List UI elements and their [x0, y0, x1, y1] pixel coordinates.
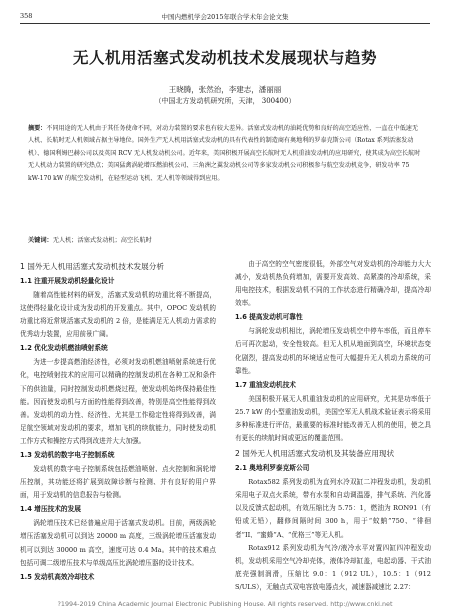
- subsection-heading: 1.4 增压技术的发展: [20, 505, 81, 514]
- section-heading: 2 国外无人机用活塞式发动机及其装备应用现状: [235, 449, 395, 459]
- subsection-heading: 1.3 发动机的数字电子控制系统: [20, 451, 115, 460]
- abstract: [28, 123, 422, 185]
- paragraph: Rotax912 系列发动机为气冷/液冷水平对置四缸四冲程发动机，发动机采用空气冷却壳体，液体冷却缸盖，电起动器、干式油底壳强制润滑，压缩比 9.0：1（912 UL），10.5：1（912 S/ULS），无触点式双电容放电器点火，减速器减速比 2.27：: [235, 543, 431, 591]
- paragraph: 由于高空的空气密度很低，外部空气对发动机的冷却能力大大减小，发动机热负荷增加，需要开发高效、高紧凑的冷却系统，采用电控技术，根据发动机不同的工作状态进行精确冷却，提高冷却效率。: [235, 260, 431, 308]
- subsection-heading: 1.2 优化发动机燃油喷射系统: [20, 344, 108, 353]
- paragraph: 与涡轮发动机相比，涡轮增压发动机空中停车率低，而且停车后可再次起动，安全性较高。但无人机从地面到高空，环境状态变化剧烈，提高发动机的环境适应性可大幅提升无人机动力系统的可靠性。: [235, 327, 431, 375]
- authors: 王晓腾，张然治，李建志，潘丽丽: [168, 85, 282, 94]
- paragraph: 为进一步提高燃油经济性，必须对发动机燃油喷射系统进行优化，电控喷射技术的应用可以精确的控制发动机在各种工况和条件下的供油量，同时控制发动机燃烧过程，使发动机始终保持最佳性能。因而使发动机与方面的性能得到改善，特别是高空性能得到改善。发动机的动力性、经济性、尤其是工作稳定性将得到改善，满足航空领域对发动机的要求，增加飞机的续航能力，同时使发动机工作方式和操控方式得到改进并大大加强。: [20, 358, 216, 445]
- subsection-heading: 1.7 重油发动机技术: [235, 380, 296, 389]
- paragraph: Rotax582 系列发动机为直列水冷双缸二冲程发动机，发动机采用电子双点火系统，带有水泵和自动调温器，排气系统、汽化器以及反馈式起动机，有效压缩比为 5.75：1，燃油为 RON91（有铅或无铅），翻修间隔时间 300 h，用于“蚊蚋”750、“徘徊者”II、“蜜蜂”A、“优格三”等无人机。: [235, 478, 431, 539]
- keywords-label: 关键词：: [28, 237, 53, 244]
- keywords: [28, 235, 422, 244]
- paragraph: 随着高性能材料的研发，活塞式发动机的功重比将不断提高，这使得轻量化设计成为发动机的开发重点。其中，OPOC 发动机的功重比将近常规活塞式发动机的 2 倍，是能满足无人机动力需求的优秀动力装置，应用前景广阔。: [20, 291, 216, 339]
- paragraph: 发动机的数字电子控制系统包括燃油喷射、点火控制和涡轮增压控制，其功能还将扩展到故障诊断与检测、并有良好的用户界面，用于发动机的信息报告与检测。: [20, 465, 216, 500]
- subsection-heading: 1.6 提高发动机可靠性: [235, 313, 303, 322]
- paper-title: 无人机用活塞式发动机技术发展现状与趋势: [72, 49, 377, 67]
- paragraph: 美国积极开展无人机重油发动机的应用研究，尤其是功率低于 25.7 kW 的小型重油发动机，美国空军无人机战术验证表示将采用多种标准进行评估，最重要的标准时能改善无人机的使用，使之具有更长的续航时间或更远的覆盖范围。: [235, 394, 431, 443]
- abstract-label: 摘要：: [28, 125, 47, 132]
- keywords-text: 无人机；活塞式发动机；高空长航时: [52, 237, 152, 244]
- page-header: [20, 12, 430, 24]
- subsection-heading: 1.1 注重开展发动机轻量化设计: [20, 277, 115, 285]
- header-rule: [20, 23, 430, 24]
- page-number: 358: [20, 12, 33, 20]
- section-heading: 1 国外无人机用活塞式发动机技术发展分析: [20, 262, 164, 271]
- paragraph: 涡轮增压技术已经普遍应用于活塞式发动机。目前，两级涡轮增压活塞发动机可以到达 20000 m 高度，三级涡轮增压活塞发动机可以到达 30000 m 高空，速度可达 0.4 Ma。其中的技术难点包括可调二级增压技术与单级高压比涡轮增压器的设计技术。: [20, 519, 216, 567]
- affiliation: （中国北方发动机研究所，天津， 300400）: [154, 97, 296, 105]
- right-column: [235, 258, 431, 594]
- page-footer: ?1994-2019 China Academic Journal Electronic Publishing House. All rights reserved. http://www.cnki.net: [57, 600, 393, 608]
- abstract-text: 不同用途的无人机由于其任务使命不同，对动力装置的要求也有较大差异。活塞式发动机的油耗优势和良好的高空适应性，一直在中低速无人机、长航时无人机领域占据主导地位。国外生产无人机用活塞式发动机的具有代表性的制造商有奥地利的罗泰克斯公司（Rotax 系列活塞发动机）、德国利姆巴赫公司以及英国 RCV 无人机发动机公司。近年来，美国积极开展高空长航时无人机重油发动机的应用研究，使其成为高空长航时无人机动力装置的研究热点；美国猛禽涡轮增压燃油机公司、三角洲之翼发动机公司等多家发动机公司积极参与航空发动机竞争，研发功率 75 kW-170 kW 的航空发动机，在轻型运动飞机、无人机等领域得到应用。: [28, 125, 421, 182]
- subsection-heading: 1.5 发动机高效冷却技术: [20, 572, 95, 581]
- journal-title: 中国内燃机学会2015年联合学术年会论文集: [161, 13, 289, 21]
- left-column: [20, 258, 216, 585]
- subsection-heading: 2.1 奥地利罗泰克斯公司: [235, 464, 310, 473]
